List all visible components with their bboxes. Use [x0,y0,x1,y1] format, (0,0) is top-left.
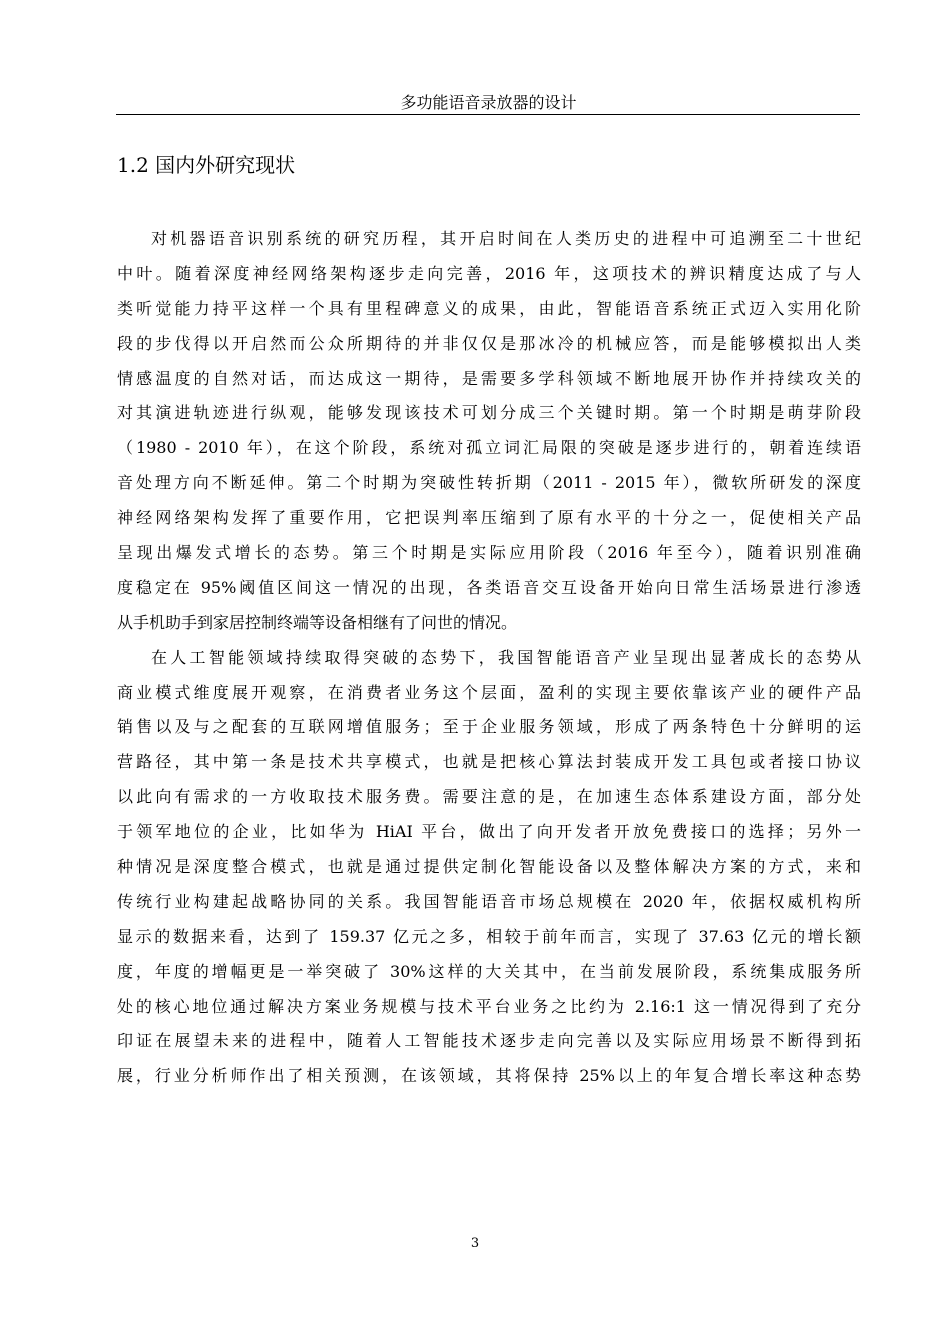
header-divider [116,114,860,115]
paragraph-line: 印证在展望未来的进程中，随着人工智能技术逐步走向完善以及实际应用场景不断得到拓 [117,1031,861,1051]
paragraph-line: 商业模式维度展开观察，在消费者业务这个层面，盈利的实现主要依靠该产业的硬件产品 [117,682,861,702]
paragraph-line: 销售以及与之配套的互联网增值服务；至于企业服务领域，形成了两条特色十分鲜明的运 [117,717,861,737]
paragraph-line: 营路径，其中第一条是技术共享模式，也就是把核心算法封装成开发工具包或者接口协议 [117,752,861,772]
running-header: 多功能语音录放器的设计 [400,93,577,112]
paragraph-line: 显示的数据来看，达到了 159.37 亿元之多，相较于前年而言，实现了 37.63 亿元的增长额 [117,926,861,946]
section-heading: 1.2 国内外研究现状 [117,153,296,177]
paragraph-line: 对机器语音识别系统的研究历程，其开启时间在人类历史的进程中可追溯至二十世纪 [151,229,861,248]
paragraph-line: 以此向有需求的一方收取技术服务费。需要注意的是，在加速生态体系建设方面，部分处 [117,787,861,807]
paragraph-line: 情感温度的自然对话，而达成这一期待，是需要多学科领域不断地展开协作并持续攻关的 [117,368,861,388]
paragraph-line: 展，行业分析师作出了相关预测，在该领域，其将保持 25%以上的年复合增长率这种态势 [117,1066,861,1086]
paragraph-line: 于领军地位的企业，比如华为 HiAI 平台，做出了向开发者开放免费接口的选择；另外一 [117,822,861,842]
paragraph-line: 从手机助手到家居控制终端等设备相继有了问世的情况。 [117,612,518,632]
paragraph-line: 类听觉能力持平这样一个具有里程碑意义的成果，由此，智能语音系统正式迈入实用化阶 [117,298,861,318]
page-number: 3 [470,1236,480,1251]
paragraph-line: 度，年度的增幅更是一举突破了 30%这样的大关其中，在当前发展阶段，系统集成服务所 [117,961,861,981]
paragraph-line: 中叶。随着深度神经网络架构逐步走向完善，2016 年，这项技术的辨识精度达成了与人 [117,263,861,283]
paragraph-line: （1980 - 2010 年），在这个阶段，系统对孤立词汇局限的突破是逐步进行的，朝着连续语 [117,438,861,458]
paragraph-line: 呈现出爆发式增长的态势。第三个时期是实际应用阶段（2016 年至今），随着识别准确 [117,543,861,563]
paragraph-line: 在人工智能领域持续取得突破的态势下，我国智能语音产业呈现出显著成长的态势从 [151,647,861,667]
paragraph-line: 音处理方向不断延伸。第二个时期为突破性转折期（2011 - 2015 年），微软所研发的深度 [117,473,861,493]
paragraph-line: 种情况是深度整合模式，也就是通过提供定制化智能设备以及整体解决方案的方式，来和 [117,857,861,877]
paragraph-line: 传统行业构建起战略协同的关系。我国智能语音市场总规模在 2020 年，依据权威机构所 [117,891,861,911]
paragraph-line: 段的步伐得以开启然而公众所期待的并非仅仅是那冰冷的机械应答，而是能够模拟出人类 [117,333,861,353]
paragraph-line: 处的核心地位通过解决方案业务规模与技术平台业务之比约为 2.16:1 这一情况得到了充分 [117,996,861,1016]
paragraph-line: 度稳定在 95%阈值区间这一情况的出现，各类语音交互设备开始向日常生活场景进行渗透 [117,577,861,597]
paragraph-line: 神经网络架构发挥了重要作用，它把误判率压缩到了原有水平的十分之一，促使相关产品 [117,508,861,528]
body-text [117,222,861,1094]
paragraph-line: 对其演进轨迹进行纵观，能够发现该技术可划分成三个关键时期。第一个时期是萌芽阶段 [117,403,861,423]
